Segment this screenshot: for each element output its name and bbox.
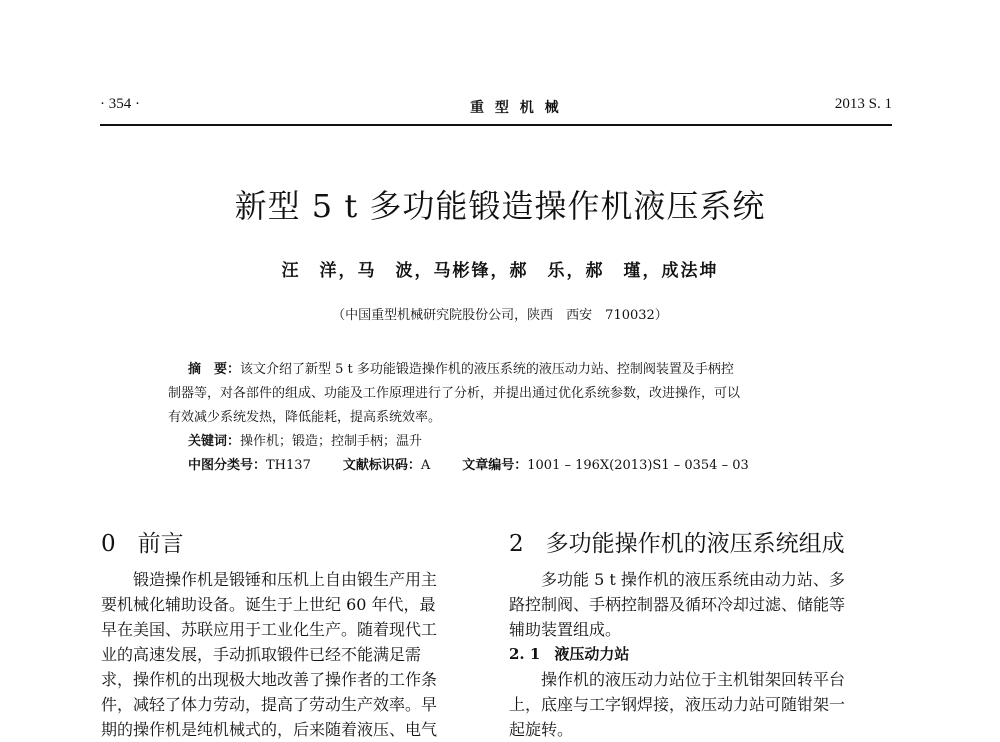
abstract-line-2: 制器等，对各部件的组成、功能及工作原理进行了分析，并提出通过优化系统参数，改进操作，可以 [168, 386, 741, 401]
page-number: · 354 · [100, 96, 140, 112]
keywords-label: 关键词： [188, 434, 241, 449]
section-0-heading [101, 525, 184, 558]
section-0-number: 0 [101, 531, 116, 557]
keywords-line [168, 430, 836, 454]
author-list: 汪 洋，马 波，马彬锋，郝 乐，郝 瑾，成法坤 [281, 261, 719, 281]
issue-number: 2013 S. 1 [834, 96, 892, 112]
abstract-block [168, 358, 836, 478]
right-line-7: 起旋转。 [509, 720, 574, 739]
left-line-1: 锻造操作机是锻锤和压机上自由锻生产用主 [133, 570, 438, 589]
abstract-text-1: 该文介绍了新型 5 t 多功能锻造操作机的液压系统的液压动力站、控制阀装置及手柄控 [240, 362, 734, 377]
abstract-line-3: 有效减少系统发热，降低能耗，提高系统效率。 [168, 410, 442, 425]
right-line-3: 辅助装置组成。 [509, 620, 622, 639]
classification-line [168, 454, 836, 478]
right-line-1: 多功能 5 t 操作机的液压系统由动力站、多 [541, 570, 845, 589]
abstract-label: 摘 要： [188, 362, 241, 377]
left-line-2: 要机械化辅助设备。诞生于上世纪 60 年代，最 [101, 595, 436, 614]
left-column-body [101, 567, 437, 742]
subsection-2-1-title: 液压动力站 [554, 645, 630, 663]
right-line-2: 路控制阀、手柄控制器及循环冷却过滤、储能等 [509, 595, 846, 614]
section-2-number: 2 [509, 531, 524, 557]
left-line-6: 件，减轻了体力劳动，提高了劳动生产效率。早 [101, 695, 438, 714]
section-2-title: 多功能操作机的液压系统组成 [545, 531, 845, 557]
journal-name: 重 型 机 械 [470, 100, 562, 116]
keywords-value: 操作机；锻造；控制手柄；温升 [240, 434, 423, 449]
subsection-2-1-heading [509, 642, 845, 667]
left-line-4: 业的高速发展，手动抓取锻件已经不能满足需 [101, 645, 422, 664]
subsection-2-1-number: 2. 1 [509, 645, 541, 663]
doc-code-label: 文献标识码： [342, 458, 421, 473]
affiliation: （中国重型机械研究院股份公司，陕西 西安 710032） [332, 308, 668, 323]
left-line-7: 期的操作机是纯机械式的，后来随着液压、电气 [101, 720, 438, 739]
section-0-title: 前言 [137, 531, 184, 557]
right-line-6: 上，底座与工字钢焊接，液压动力站可随钳架一 [509, 695, 846, 714]
paper-title: 新型 5 t 多功能锻造操作机液压系统 [234, 187, 766, 225]
section-2-heading [509, 525, 845, 558]
doc-code-value: A [420, 458, 431, 473]
header-rule [100, 124, 892, 126]
article-number-value: 1001 – 196X(2013)S1 – 0354 – 03 [527, 458, 749, 473]
clc-label: 中图分类号： [188, 458, 267, 473]
right-line-5: 操作机的液压动力站位于主机钳架回转平台 [541, 670, 846, 689]
right-column-body [509, 567, 845, 742]
article-number-label: 文章编号： [462, 458, 528, 473]
left-line-5: 求，操作机的出现极大地改善了操作者的工作条 [101, 670, 438, 689]
clc-value: TH137 [266, 458, 311, 473]
left-line-3: 早在美国、苏联应用于工业化生产。随着现代工 [101, 620, 438, 639]
abstract-line-1 [168, 358, 836, 382]
